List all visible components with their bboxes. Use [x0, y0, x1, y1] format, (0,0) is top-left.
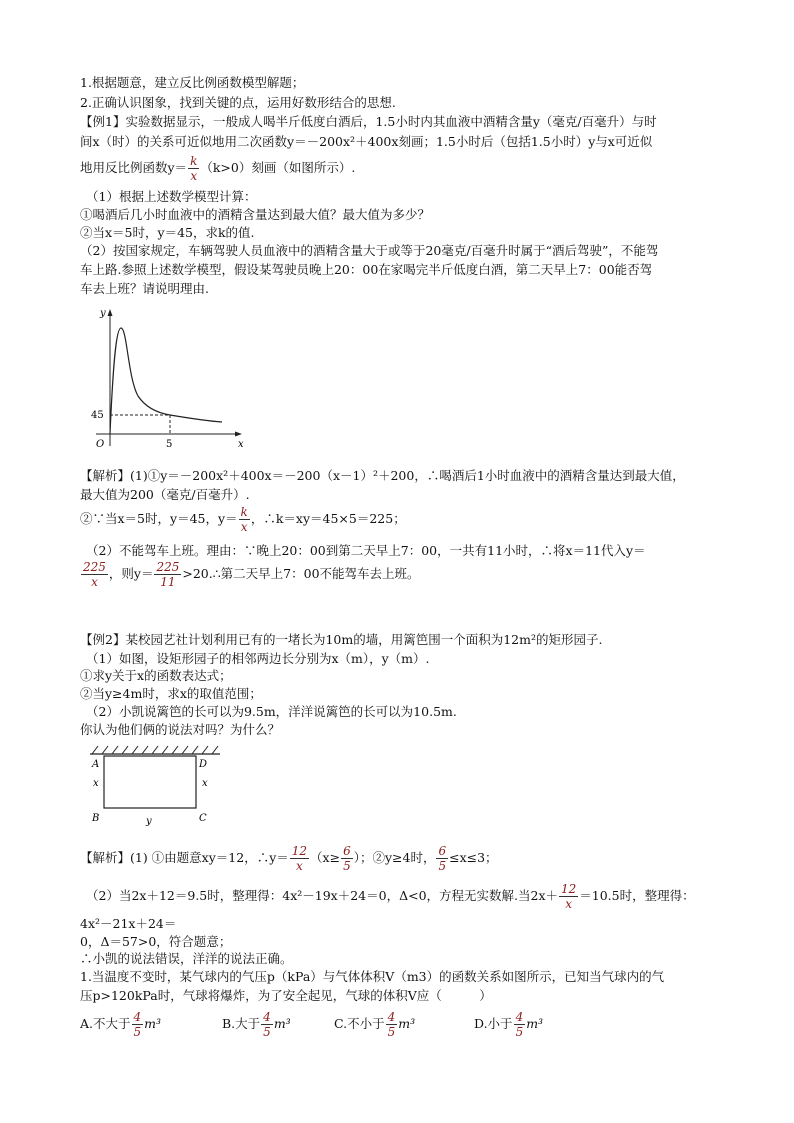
wall-hatching: [92, 746, 218, 754]
example1-line-3: [80, 152, 355, 184]
example2-solution-line-1: [80, 842, 498, 874]
exercise1-line-1: 1.当温度不变时，某气球内的气压p（kPa）与气体体积V（m3）的函数关系如图所示，已知当气球内的气: [80, 969, 665, 984]
example1-line-3-b: （k>0）刻画（如图所示）.: [200, 160, 356, 175]
origin-label: O: [96, 439, 105, 450]
option-a-label: A.不大于: [80, 1016, 131, 1031]
example2-solution-line-2: [86, 880, 695, 912]
example2-solution-line-5: ∴小凯的说法错误，洋洋的说法正确。: [80, 951, 293, 966]
fraction-denominator: x: [565, 897, 573, 911]
fraction-numerator: 225: [156, 560, 180, 574]
fraction-numerator: 4: [515, 1010, 524, 1024]
vertex-a: A: [92, 759, 100, 770]
intro-line-1: 1.根据题意，建立反比例函数模型解题；: [80, 75, 305, 90]
fraction-225-over-11: [154, 560, 181, 589]
side-x-left: x: [93, 778, 99, 789]
solution-part-c: ）；②y≥4时，: [353, 850, 436, 865]
option-c-label: C.不小于: [334, 1016, 385, 1031]
exercise1-line-2: 压p>120kPa时，气球将爆炸，为了安全起见，气球的体积V应（ ）: [80, 988, 492, 1003]
y-axis-arrow: [108, 309, 113, 316]
example2-solution-line-4: 0，Δ＝57>0，符合题意；: [80, 934, 232, 949]
solution-part-a: （2）当2x＋12＝9.5时，整理得：4x²－19x＋24＝0，Δ<0，方程无实数解.当2x＋: [86, 888, 558, 903]
fraction-12-over-x: [559, 882, 578, 911]
example1-solution-line-5: [80, 558, 420, 590]
fraction-4-over-5: [386, 1010, 398, 1039]
fraction-denominator: 5: [387, 1025, 396, 1039]
example2-line-1: 【例2】某校园艺社计划利用已有的一堵长为10m的墙，用篱笆围一个面积为12m²的矩形园子.: [80, 632, 603, 647]
fraction-6-over-5: [341, 844, 353, 873]
example1-q2-line-3: 车去上班？请说明理由.: [80, 281, 209, 296]
example1-q1: （1）根据上述数学模型计算：: [86, 189, 257, 204]
example1-q2-line-1: （2）按国家规定，车辆驾驶人员血液中的酒精含量大于或等于20毫克/百毫升时属于“酒后驾驶”，不能驾: [80, 243, 659, 258]
solution-part-a: 【解析】(1) ①由题意xy＝12，∴y＝: [80, 850, 289, 865]
solution-part-b: ＝10.5时，整理得：: [579, 888, 695, 903]
option-d-label: D.小于: [474, 1016, 513, 1031]
garden-rectangle-figure: [86, 740, 226, 830]
fraction-denominator: 11: [160, 575, 176, 589]
option-a[interactable]: [80, 1006, 222, 1042]
vertex-d: D: [199, 759, 208, 770]
fraction-k-over-x: [239, 505, 250, 534]
example1-line-1: 【例1】实验数据显示，一般成人喝半斤低度白酒后，1.5小时内其血液中酒精含量y（毫克/百毫升）与时: [80, 114, 657, 129]
fraction-4-over-5: [261, 1010, 273, 1039]
example1-solution-line-1: 【解析】(1)①y＝－200x²＋400x＝－200（x－1）²＋200，∴喝酒后1小时血液中的酒精含量达到最大值，: [80, 468, 685, 483]
fraction-denominator: 5: [133, 1025, 142, 1039]
side-y-bottom: y: [146, 816, 152, 827]
intro-line-2: 2.正确认识图象，找到关键的点，运用好数形结合的思想.: [80, 95, 396, 110]
example1-solution-line-3: [80, 503, 406, 535]
fraction-numerator: 6: [343, 844, 351, 858]
option-d[interactable]: [474, 1006, 543, 1042]
fraction-12-over-x: [290, 844, 309, 873]
example1-solution-line-2: 最大值为200（毫克/百毫升）.: [80, 487, 250, 502]
fraction-denominator: x: [190, 169, 198, 183]
fraction-denominator: 5: [438, 859, 447, 873]
example2-q1b: ②当y≥4m时，求x的取值范围；: [80, 686, 262, 701]
fraction-numerator: 4: [387, 1010, 396, 1024]
fraction-denominator: x: [296, 859, 303, 873]
example2-q2: （2）小凯说篱笆的长可以为9.5m，洋洋说篱笆的长可以为10.5m.: [86, 704, 457, 719]
option-c[interactable]: [334, 1006, 474, 1042]
fraction-4-over-5: [132, 1010, 144, 1039]
example2-q1: （1）如图，设矩形园子的相邻两边长分别为x（m），y（m）.: [86, 651, 430, 666]
x-axis-arrow: [235, 432, 242, 437]
option-unit: m³: [398, 1016, 416, 1031]
fraction-denominator: 5: [515, 1025, 524, 1039]
side-x-right: x: [202, 778, 208, 789]
fraction-denominator: x: [240, 520, 248, 534]
fraction-numerator: 6: [438, 844, 447, 858]
example1-q1b: ②当x＝5时，y＝45，求k的值.: [80, 225, 255, 240]
solution-part-b: ，∴k＝xy＝45×5＝225；: [250, 511, 406, 526]
x-tick-5: 5: [166, 439, 173, 450]
fraction-numerator: k: [190, 154, 198, 168]
alcohol-curve-graph: [88, 306, 258, 452]
fraction-denominator: 5: [263, 1025, 271, 1039]
solution-part-end: >20.∴第二天早上7：00不能驾车去上班。: [182, 566, 420, 581]
example2-q1a: ①求y关于x的函数表达式；: [80, 668, 232, 683]
fraction-denominator: x: [91, 575, 98, 589]
garden-rectangle: [104, 756, 196, 808]
fraction-numerator: 225: [83, 560, 106, 574]
example1-q1a: ①喝酒后几小时血液中的酒精含量达到最大值？最大值为多少？: [80, 207, 431, 222]
fraction-numerator: k: [240, 505, 248, 519]
vertex-c: C: [199, 813, 207, 824]
fraction-numerator: 12: [561, 882, 577, 896]
fraction-6-over-5: [436, 844, 448, 873]
option-unit: m³: [526, 1016, 544, 1031]
exercise1-options: [80, 1006, 543, 1042]
solution-part-mid: ，则y＝: [108, 566, 154, 581]
example1-q2-line-2: 车上路.参照上述数学模型，假设某驾驶员晚上20：00在家喝完半斤低度白酒，第二天早上7：00能否驾: [80, 262, 653, 277]
concentration-curve: [110, 328, 222, 434]
x-axis-label: x: [238, 439, 244, 450]
y-axis-label: y: [100, 308, 106, 319]
example1-line-3-a: 地用反比例函数y＝: [80, 160, 188, 175]
fraction-225-over-x: [81, 560, 108, 589]
solution-part-d: ≤x≤3；: [449, 850, 498, 865]
fraction-k-over-x: [188, 154, 199, 183]
solution-part-a: ②∵当x＝5时，y＝45，y＝: [80, 511, 238, 526]
fraction-numerator: 4: [263, 1010, 271, 1024]
example1-line-2: 间x（时）的关系可近似地用二次函数y＝－200x²＋400x刻画；1.5小时后（包括1.5小时）y与x可近似: [80, 134, 653, 149]
fraction-4-over-5: [514, 1010, 526, 1039]
option-b[interactable]: [222, 1006, 334, 1042]
example1-solution-line-4: （2）不能驾车上班。理由：∵晚上20：00到第二天早上7：00，一共有11小时，∴将x＝11代入y＝: [86, 543, 646, 558]
y-tick-45: 45: [91, 410, 104, 421]
option-unit: m³: [144, 1016, 162, 1031]
example2-q3: 你认为他们俩的说法对吗？为什么？: [80, 722, 281, 737]
fraction-numerator: 12: [291, 844, 308, 858]
example2-solution-line-3: 4x²－21x＋24＝: [80, 916, 177, 931]
option-unit: m³: [273, 1016, 291, 1031]
fraction-denominator: 5: [343, 859, 351, 873]
fraction-numerator: 4: [133, 1010, 142, 1024]
option-b-label: B.大于: [222, 1016, 261, 1031]
vertex-b: B: [92, 813, 100, 824]
solution-part-b: （x≥: [310, 850, 341, 865]
